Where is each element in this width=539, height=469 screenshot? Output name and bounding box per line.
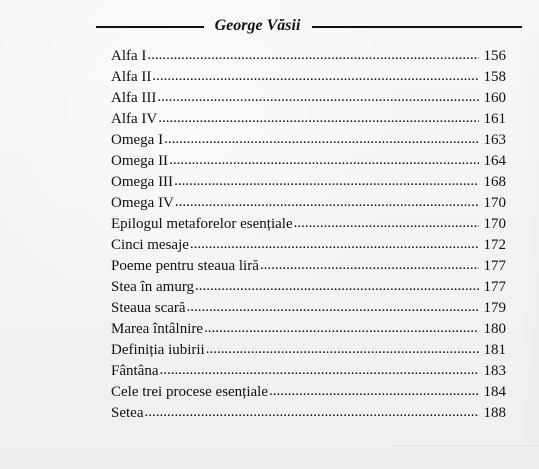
- header-right-rule: [312, 26, 522, 28]
- toc-page-number: 177: [483, 279, 506, 295]
- toc-title: Omega IV: [111, 195, 174, 211]
- toc-leader: [174, 174, 479, 189]
- toc-page-number: 177: [483, 258, 506, 274]
- toc-entry-omega-iii: [111, 169, 506, 190]
- show-through-footer: [390, 445, 539, 458]
- toc-entry-setea: [111, 400, 506, 421]
- toc-entry-omega-ii: [111, 148, 506, 169]
- toc-leader: [195, 279, 479, 294]
- toc-entry-stea-in-amurg: [111, 274, 506, 295]
- toc-leader: [269, 384, 479, 399]
- toc-title: Fântâna: [111, 363, 159, 379]
- toc-entry-poeme: [111, 253, 506, 274]
- toc-title: Omega II: [111, 153, 169, 169]
- toc-leader: [187, 300, 479, 315]
- table-of-contents: [111, 43, 506, 421]
- toc-leader: [144, 405, 479, 420]
- toc-leader: [260, 258, 479, 273]
- toc-entry-omega-i: [111, 127, 506, 148]
- toc-entry-definitia-iubirii: [111, 337, 506, 358]
- toc-leader: [147, 48, 479, 63]
- toc-entry-cinci-mesaje: [111, 232, 506, 253]
- toc-entry-steaua-scara: [111, 295, 506, 316]
- toc-entry-fantana: [111, 358, 506, 379]
- toc-page-number: 188: [483, 405, 506, 421]
- toc-entry-alfa-iv: [111, 106, 506, 127]
- page-header: [96, 16, 522, 36]
- toc-page-number: 184: [483, 384, 506, 400]
- toc-page-number: 156: [483, 48, 506, 64]
- toc-leader: [159, 363, 479, 378]
- toc-title: Alfa III: [111, 90, 157, 106]
- toc-title: Omega I: [111, 132, 164, 148]
- toc-title: Cinci mesaje: [111, 237, 189, 253]
- toc-leader: [175, 195, 479, 210]
- toc-entry-omega-iv: [111, 190, 506, 211]
- toc-title: Alfa II: [111, 69, 152, 85]
- toc-title: Alfa IV: [111, 111, 158, 127]
- toc-leader: [206, 342, 479, 357]
- toc-leader: [152, 69, 479, 84]
- toc-leader: [294, 216, 479, 231]
- toc-page-number: 161: [483, 111, 506, 127]
- toc-entry-alfa-iii: [111, 85, 506, 106]
- toc-page-number: 170: [483, 195, 506, 211]
- toc-leader: [204, 321, 479, 336]
- toc-page-number: 170: [483, 216, 506, 232]
- toc-title: Setea: [111, 405, 144, 421]
- toc-page-number: 172: [483, 237, 506, 253]
- toc-page-number: 164: [483, 153, 506, 169]
- toc-entry-cele-trei-procese: [111, 379, 506, 400]
- toc-leader: [164, 132, 479, 147]
- toc-page-number: 163: [483, 132, 506, 148]
- toc-title: Definiția iubirii: [111, 342, 205, 358]
- toc-leader: [169, 153, 479, 168]
- toc-entry-marea-intalnire: [111, 316, 506, 337]
- toc-page-number: 180: [483, 321, 506, 337]
- toc-entry-alfa-ii: [111, 64, 506, 85]
- toc-title: Epilogul metaforelor esențiale: [111, 216, 293, 232]
- toc-leader: [158, 111, 479, 126]
- toc-title: Cele trei procese esențiale: [111, 384, 269, 400]
- toc-title: Alfa I: [111, 48, 147, 64]
- toc-title: Poeme pentru steaua liră: [111, 258, 259, 274]
- header-left-rule: [96, 26, 204, 28]
- show-through-page-edge: [520, 38, 539, 443]
- toc-title: Omega III: [111, 174, 174, 190]
- toc-page-number: 181: [483, 342, 506, 358]
- toc-entry-alfa-i: [111, 43, 506, 64]
- toc-entry-epilogul: [111, 211, 506, 232]
- toc-page-number: 179: [483, 300, 506, 316]
- toc-page-number: 168: [483, 174, 506, 190]
- toc-title: Marea întâlnire: [111, 321, 204, 337]
- toc-page-number: 183: [483, 363, 506, 379]
- author-name: George Văsii: [214, 17, 301, 34]
- toc-page-number: 158: [483, 69, 506, 85]
- toc-page-number: 160: [483, 90, 506, 106]
- toc-title: Stea în amurg: [111, 279, 195, 295]
- toc-leader: [190, 237, 479, 252]
- toc-title: Steaua scară: [111, 300, 186, 316]
- toc-leader: [157, 90, 479, 105]
